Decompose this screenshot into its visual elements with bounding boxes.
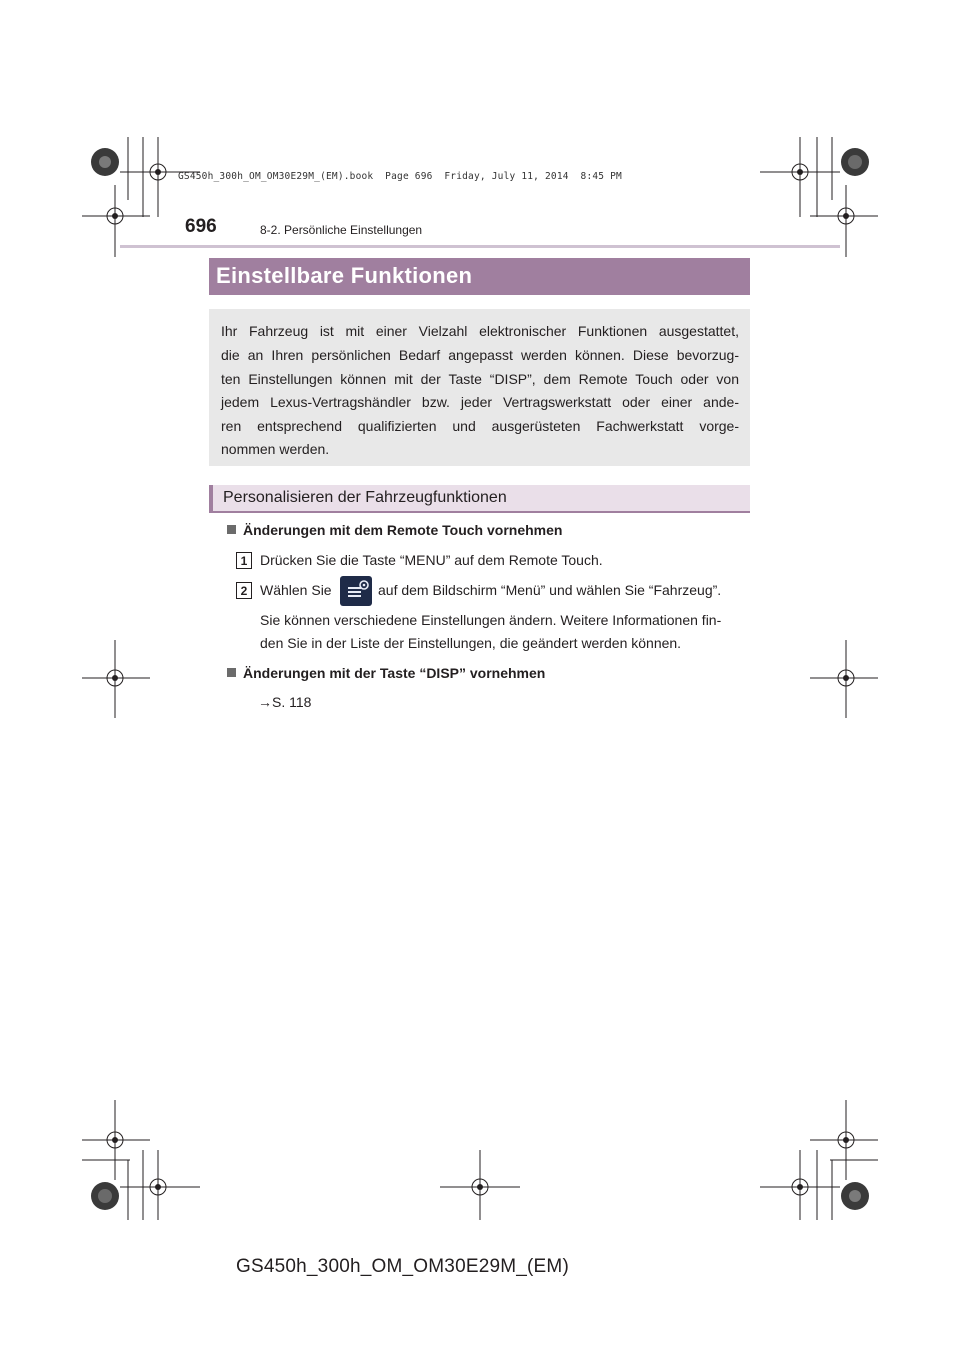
step-1-text: Drücken Sie die Taste “MENU” auf dem Remote Touch.	[260, 552, 603, 568]
intro-line: Ihr Fahrzeug ist mit einer Vielzahl elektronischer Funktionen ausgestattet,	[221, 323, 739, 339]
remote-touch-heading-text: Änderungen mit dem Remote Touch vornehmen	[243, 522, 563, 538]
intro-line: nommen werden.	[221, 441, 330, 457]
page-reference	[258, 694, 311, 710]
step-number-1: 1	[236, 552, 252, 569]
page-title: Einstellbare Funktionen	[216, 263, 473, 288]
intro-line: ten Einstellungen können mit der Taste “DISP”, dem Remote Touch oder von	[221, 371, 739, 387]
remote-touch-heading	[227, 522, 562, 538]
step-2-text-after: auf dem Bildschirm “Menü” und wählen Sie “Fahrzeug”.	[378, 582, 722, 598]
disp-heading	[227, 665, 545, 681]
page-number: 696	[185, 216, 217, 237]
subheading: Personalisieren der Fahrzeugfunktionen	[223, 489, 507, 506]
intro-box	[209, 309, 750, 466]
print-header: GS450h_300h_OM_OM30E29M_(EM).book Page 696 Friday, July 11, 2014 8:45 PM	[178, 171, 622, 182]
intro-line: jedem Lexus-Vertragshändler bzw. jeder Vertragswerkstatt oder einer ande-	[221, 394, 739, 410]
footer-code: GS450h_300h_OM_OM30E29M_(EM)	[236, 1256, 569, 1277]
disp-heading-text: Änderungen mit der Taste “DISP” vornehmen	[243, 665, 546, 681]
section-label: 8-2. Persönliche Einstellungen	[260, 223, 423, 237]
note-line: den Sie in der Liste der Einstellungen, die geändert werden können.	[260, 635, 682, 651]
title-bar	[209, 258, 750, 295]
note-line: Sie können verschiedene Einstellungen ändern. Weitere Informationen fin-	[260, 612, 722, 628]
arrow-right-icon: →	[258, 694, 272, 710]
intro-line: die an Ihren persönlichen Bedarf angepasst werden können. Diese bevorzug-	[221, 347, 739, 363]
square-bullet-icon	[227, 668, 236, 677]
step-2-text-before: Wählen Sie	[260, 582, 332, 598]
settings-menu-icon	[340, 576, 372, 606]
page-reference-text: S. 118	[272, 694, 312, 710]
header-rule	[120, 245, 840, 248]
square-bullet-icon	[227, 525, 236, 534]
step-number-2: 2	[236, 582, 252, 599]
subheading-bar	[209, 485, 750, 513]
intro-line: ren entsprechend qualifizierten und ausgerüsteten Fachwerkstatt vorge-	[221, 418, 739, 434]
